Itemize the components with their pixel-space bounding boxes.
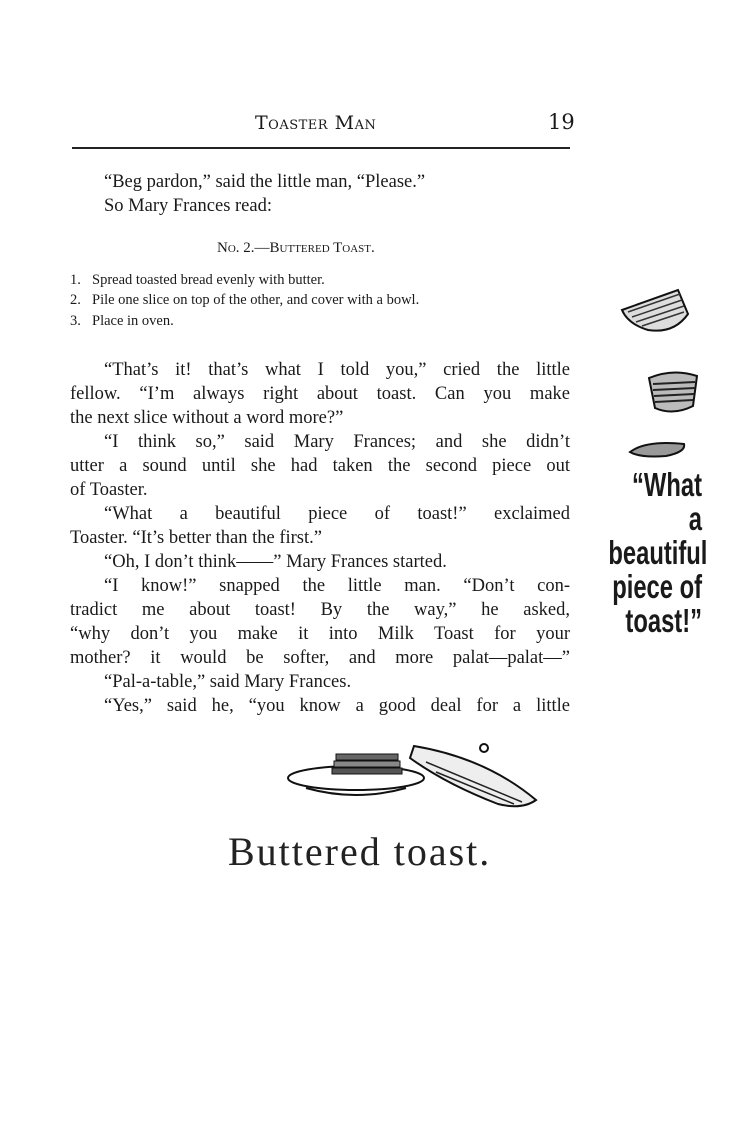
running-title: Toaster Man: [255, 112, 377, 134]
recipe-title: No. 2.—Buttered Toast.: [217, 240, 375, 256]
text-line: fellow. “I’m always right about toast. Can you make: [70, 384, 570, 404]
step-text: Spread toasted bread evenly with butter.: [92, 272, 325, 288]
text-line: Toaster. “It’s better than the first.”: [70, 528, 322, 548]
recipe-step: [70, 311, 174, 331]
recipe-step: [70, 290, 419, 310]
page-number: 19: [548, 110, 575, 134]
text-line: utter a sound until she had taken the second piece out: [70, 456, 570, 476]
text-line: “why don’t you make it into Milk Toast for your: [70, 624, 570, 644]
text-line: “What a beautiful piece of toast!” exclaimed: [104, 504, 570, 524]
quote-line: beautiful: [608, 534, 708, 571]
toast-slice-icon: [626, 438, 690, 460]
text-line: “Beg pardon,” said the little man, “Please.”: [104, 172, 426, 192]
text-line: “That’s it! that’s what I told you,” cried the little: [104, 360, 570, 380]
text-line: So Mary Frances read:: [104, 196, 272, 216]
text-line: “Pal-a-table,” said Mary Frances.: [104, 672, 352, 692]
quote-line: toast!”: [625, 602, 702, 639]
covered-toast-dish-icon: [286, 738, 544, 812]
illustration-caption: Buttered toast.: [228, 829, 492, 874]
recipe-step: [70, 270, 325, 290]
bowl-icon: [618, 284, 692, 336]
step-number: 1.: [70, 272, 81, 288]
step-number: 2.: [70, 292, 81, 308]
text-line: “Yes,” said he, “you know a good deal for a little: [104, 696, 570, 716]
text-line: mother? it would be softer, and more palat—palat—”: [70, 648, 570, 668]
header-rule: [72, 147, 570, 149]
step-text: Pile one slice on top of the other, and cover with a bowl.: [92, 292, 420, 308]
step-text: Place in oven.: [92, 313, 174, 329]
quote-line: a: [688, 500, 702, 537]
text-line: “I think so,” said Mary Frances; and she didn’t: [104, 432, 570, 452]
text-line: the next slice without a word more?”: [70, 408, 344, 428]
covered-bowl-icon: [645, 368, 701, 416]
text-line: “Oh, I don’t think——” Mary Frances started.: [104, 552, 447, 572]
illustration-quote: [608, 466, 708, 639]
text-line: tradict me about toast! By the way,” he asked,: [70, 600, 570, 620]
quote-line: “What: [632, 466, 702, 503]
step-number: 3.: [70, 313, 81, 329]
quote-line: piece of: [612, 568, 702, 605]
text-line: “I know!” snapped the little man. “Don’t con-: [104, 576, 570, 596]
text-line: of Toaster.: [70, 480, 148, 500]
